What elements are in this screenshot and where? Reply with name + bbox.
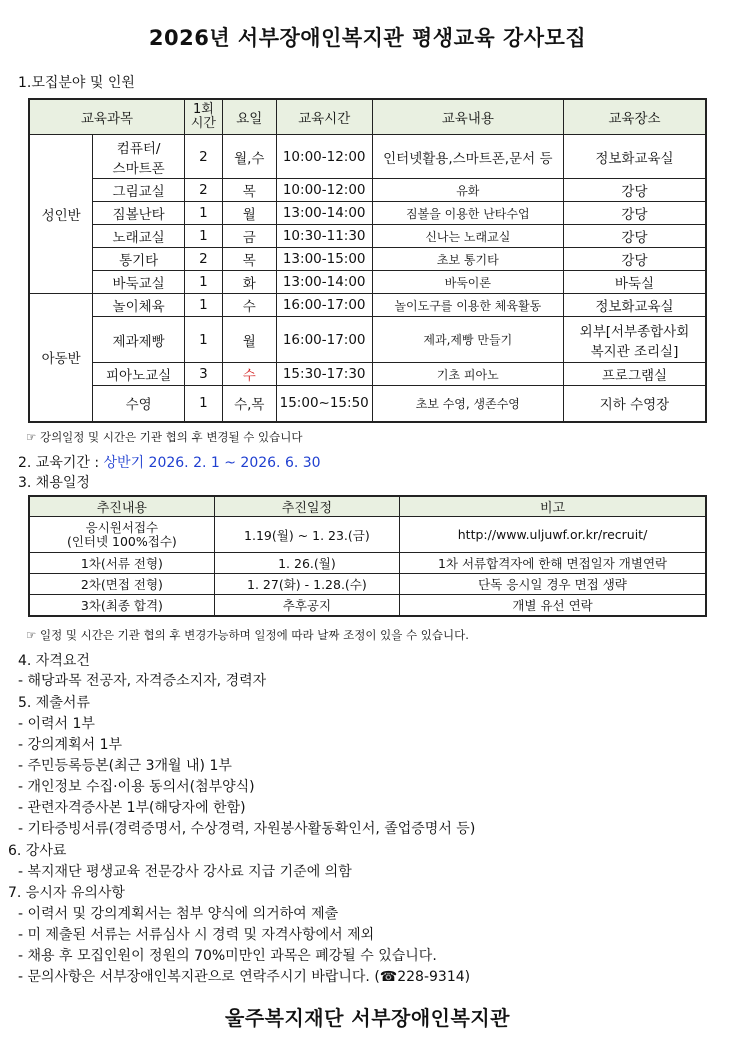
list-item: - 미 제출된 서류는 서류심사 시 경력 및 자격사항에서 제외 <box>18 927 375 943</box>
row-time: 16:00-17:00 <box>276 317 372 363</box>
row-content: 놀이도구를 이용한 체육활동 <box>372 294 563 317</box>
education-period: 상반기 2026. 2. 1 ~ 2026. 6. 30 <box>103 455 321 471</box>
row-place: 강당 <box>563 202 706 225</box>
row-subject: 짐볼난타 <box>93 202 185 225</box>
row-hours: 1 <box>184 294 222 317</box>
row-day: 월 <box>222 317 276 363</box>
recruitment-table <box>28 98 707 423</box>
row-day: 월,수 <box>222 135 276 179</box>
row-note: 단독 응시일 경우 면접 생략 <box>400 574 706 595</box>
row-content: 초보 통기타 <box>372 248 563 271</box>
list-item: - 이력서 1부 <box>18 716 95 732</box>
table-row <box>29 386 706 422</box>
group-adult: 성인반 <box>29 135 93 294</box>
row-content: 인터넷활용,스마트폰,문서 등 <box>372 135 563 179</box>
header-content: 교육내용 <box>372 99 563 135</box>
table-row <box>29 225 706 248</box>
list-item: - 이력서 및 강의계획서는 첨부 양식에 의거하여 제출 <box>18 906 339 922</box>
row-day: 월 <box>222 202 276 225</box>
row-note: 1차 서류합격자에 한해 면접일자 개별연락 <box>400 553 706 574</box>
row-time: 10:00-12:00 <box>276 135 372 179</box>
header-place: 교육장소 <box>563 99 706 135</box>
header-date: 추진일정 <box>214 496 399 517</box>
row-subject: 바둑교실 <box>93 271 185 294</box>
section-2-heading: 2. 교육기간 : 상반기 2026. 2. 1 ~ 2026. 6. 30 <box>18 455 321 471</box>
row-hours: 2 <box>184 179 222 202</box>
row-item: 1차(서류 전형) <box>29 553 214 574</box>
row-place: 강당 <box>563 179 706 202</box>
row-note: 개별 유선 연락 <box>400 595 706 617</box>
recruit-link[interactable]: http://www.uljuwf.or.kr/recruit/ <box>400 517 706 553</box>
list-item: - 채용 후 모집인원이 정원의 70%미만인 과목은 폐강될 수 있습니다. <box>18 948 437 964</box>
row-place: 지하 수영장 <box>563 386 706 422</box>
row-date: 1. 27(화) - 1.28.(수) <box>214 574 399 595</box>
table-row <box>29 271 706 294</box>
row-place: 강당 <box>563 225 706 248</box>
row-time: 13:00-15:00 <box>276 248 372 271</box>
organization-footer: 울주복지재단 서부장애인복지관 <box>225 1006 510 1030</box>
list-item: - 개인정보 수집·이용 동의서(첨부양식) <box>18 779 255 795</box>
list-item: - 강의계획서 1부 <box>18 737 123 753</box>
header-time: 교육시간 <box>276 99 372 135</box>
table-row <box>29 248 706 271</box>
row-date: 1. 26.(월) <box>214 553 399 574</box>
table-row <box>29 595 706 617</box>
list-item: - 주민등록등본(최근 3개월 내) 1부 <box>18 758 232 774</box>
row-date: 추후공지 <box>214 595 399 617</box>
list-item: - 문의사항은 서부장애인복지관으로 연락주시기 바랍니다. (☎228-9314) <box>18 969 471 985</box>
table-row <box>29 553 706 574</box>
section-5-heading: 5. 제출서류 <box>18 695 90 711</box>
row-time: 13:00-14:00 <box>276 271 372 294</box>
row-day: 목 <box>222 248 276 271</box>
row-subject: 그림교실 <box>93 179 185 202</box>
row-subject: 노래교실 <box>93 225 185 248</box>
row-place: 외부[서부종합사회 복지관 조리실] <box>563 317 706 363</box>
row-time: 13:00-14:00 <box>276 202 372 225</box>
row-content: 바둑이론 <box>372 271 563 294</box>
row-day: 수 <box>222 363 276 386</box>
row-place: 바둑실 <box>563 271 706 294</box>
row-time: 15:30-17:30 <box>276 363 372 386</box>
table-header-row <box>29 99 706 135</box>
row-day: 화 <box>222 271 276 294</box>
list-item: - 해당과목 전공자, 자격증소지자, 경력자 <box>18 673 267 689</box>
row-hours: 2 <box>184 248 222 271</box>
header-item: 추진내용 <box>29 496 214 517</box>
row-content: 제과,제빵 만들기 <box>372 317 563 363</box>
section-3-heading: 3. 채용일정 <box>18 475 90 491</box>
hiring-schedule-table <box>28 495 707 617</box>
header-note: 비고 <box>400 496 706 517</box>
row-place: 프로그램실 <box>563 363 706 386</box>
section-4-heading: 4. 자격요건 <box>18 653 90 669</box>
table-row <box>29 179 706 202</box>
row-subject: 컴퓨터/ 스마트폰 <box>93 135 185 179</box>
row-hours: 2 <box>184 135 222 179</box>
row-date: 1.19(월) ~ 1. 23.(금) <box>214 517 399 553</box>
group-child: 아동반 <box>29 294 93 422</box>
table-row <box>29 202 706 225</box>
row-time: 10:30-11:30 <box>276 225 372 248</box>
table-row <box>29 294 706 317</box>
row-content: 유화 <box>372 179 563 202</box>
row-time: 15:00~15:50 <box>276 386 372 422</box>
schedule-change-note: ☞ 일정 및 시간은 기관 협의 후 변경가능하며 일정에 따라 날짜 조정이 있을 수 있습니다. <box>26 628 469 642</box>
row-hours: 1 <box>184 317 222 363</box>
row-subject: 통기타 <box>93 248 185 271</box>
row-content: 기초 피아노 <box>372 363 563 386</box>
row-hours: 1 <box>184 202 222 225</box>
row-subject: 놀이체육 <box>93 294 185 317</box>
header-subject: 교육과목 <box>29 99 184 135</box>
table-row <box>29 363 706 386</box>
row-content: 초보 수영, 생존수영 <box>372 386 563 422</box>
row-day: 목 <box>222 179 276 202</box>
row-hours: 3 <box>184 363 222 386</box>
table-row <box>29 135 706 179</box>
list-item: - 관련자격증사본 1부(해당자에 한함) <box>18 800 246 816</box>
row-item: 3차(최종 합격) <box>29 595 214 617</box>
list-item: - 복지재단 평생교육 전문강사 강사료 지급 기준에 의함 <box>18 864 352 880</box>
row-content: 짐볼을 이용한 난타수업 <box>372 202 563 225</box>
table-row <box>29 574 706 595</box>
row-place: 정보화교육실 <box>563 135 706 179</box>
list-item: - 기타증빙서류(경력증명서, 수상경력, 자원봉사활동확인서, 졸업증명서 등) <box>18 821 476 837</box>
row-day: 금 <box>222 225 276 248</box>
row-day: 수 <box>222 294 276 317</box>
row-item: 응시원서접수 (인터넷 100%접수) <box>29 517 214 553</box>
section-7-heading: 7. 응시자 유의사항 <box>8 885 125 901</box>
table-row <box>29 317 706 363</box>
row-time: 10:00-12:00 <box>276 179 372 202</box>
table-header-row <box>29 496 706 517</box>
row-hours: 1 <box>184 225 222 248</box>
row-item: 2차(면접 전형) <box>29 574 214 595</box>
table-row <box>29 517 706 553</box>
row-hours: 1 <box>184 271 222 294</box>
section-6-heading: 6. 강사료 <box>8 843 67 859</box>
row-place: 정보화교육실 <box>563 294 706 317</box>
row-subject: 수영 <box>93 386 185 422</box>
page-title: 2026년 서부장애인복지관 평생교육 강사모집 <box>148 26 587 50</box>
header-hours: 1회 시간 <box>184 99 222 135</box>
section-1-heading: 1.모집분야 및 인원 <box>18 75 135 91</box>
row-place: 강당 <box>563 248 706 271</box>
row-content: 신나는 노래교실 <box>372 225 563 248</box>
row-subject: 제과제빵 <box>93 317 185 363</box>
row-subject: 피아노교실 <box>93 363 185 386</box>
row-time: 16:00-17:00 <box>276 294 372 317</box>
row-hours: 1 <box>184 386 222 422</box>
header-day: 요일 <box>222 99 276 135</box>
row-day: 수,목 <box>222 386 276 422</box>
schedule-note: ☞ 강의일정 및 시간은 기관 협의 후 변경될 수 있습니다 <box>26 430 303 444</box>
